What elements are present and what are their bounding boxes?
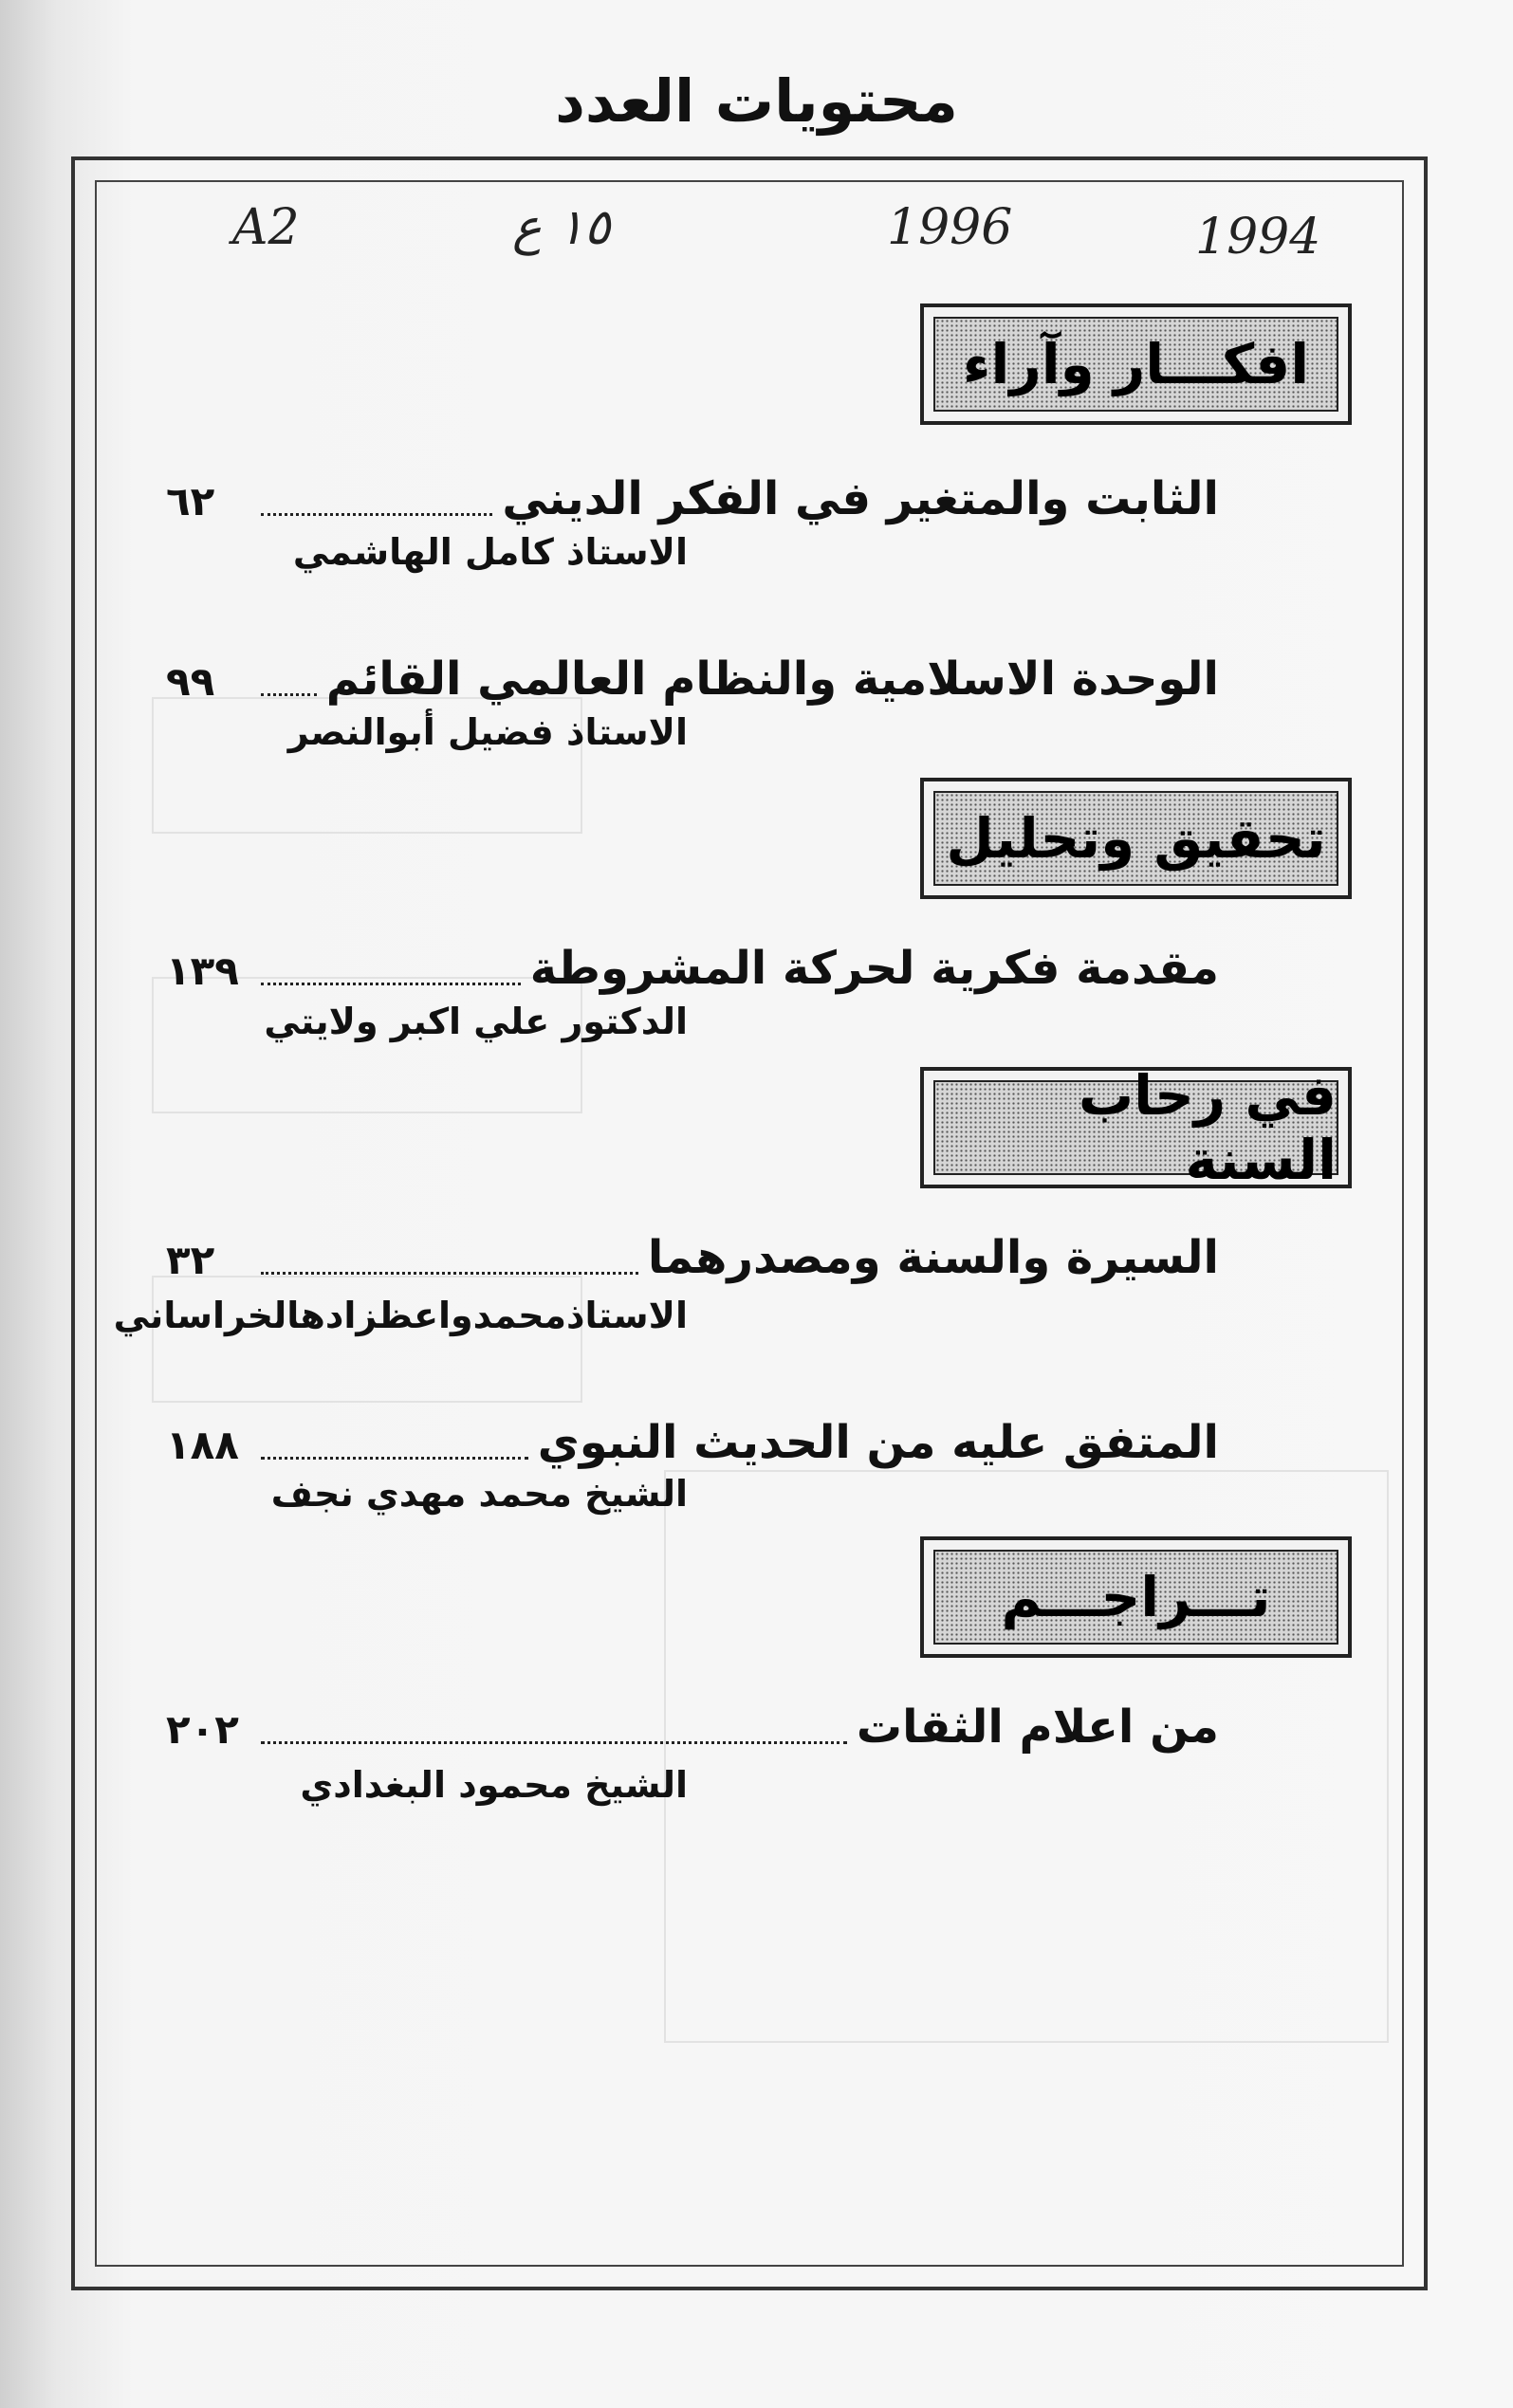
- toc-entry: [166, 455, 1219, 525]
- handwritten-note: 1994: [1195, 209, 1321, 266]
- dot-leader: [261, 1272, 638, 1275]
- entry-title: من اعلام الثقات: [856, 1700, 1219, 1754]
- toc-entry: [166, 1683, 1219, 1754]
- section-header: [920, 778, 1352, 899]
- section-title: تحقيق وتحليل: [933, 791, 1338, 886]
- entry-page-number: ٩٩: [166, 658, 215, 705]
- dot-leader: [261, 513, 492, 516]
- toc-entry: [166, 635, 1219, 706]
- section-header: [920, 1063, 1352, 1192]
- section-header: [920, 303, 1352, 425]
- toc-entry: [166, 1214, 1219, 1284]
- dot-leader: [261, 1741, 847, 1744]
- handwritten-note: A2: [232, 199, 300, 256]
- entry-author: الشيخ محمد مهدي نجف: [270, 1473, 688, 1515]
- entry-page-number: ١٣٩: [166, 947, 239, 994]
- handwritten-note: ١٥ ع: [512, 199, 611, 256]
- entry-title: السيرة والسنة ومصدرهما: [647, 1231, 1219, 1284]
- entry-author: الدكتور علي اكبر ولايتي: [264, 1001, 688, 1042]
- entry-page-number: ٣٢: [166, 1237, 215, 1283]
- entry-page-number: ٦٢: [166, 478, 215, 524]
- section-header: [920, 1536, 1352, 1658]
- entry-author: الاستاذ كامل الهاشمي: [292, 531, 688, 573]
- entry-author: الاستاذمحمدواعظزادهالخراساني: [113, 1295, 688, 1336]
- dot-leader: [261, 693, 317, 696]
- entry-page-number: ٢٠٢: [166, 1706, 239, 1753]
- section-title: في رحاب السنة: [933, 1080, 1338, 1175]
- bleed-through-box: [152, 977, 582, 1113]
- toc-entry: [166, 925, 1219, 995]
- toc-entry: [166, 1399, 1219, 1469]
- entry-title: مقدمة فكرية لحركة المشروطة: [529, 942, 1219, 995]
- entry-title: الوحدة الاسلامية والنظام العالمي القائم: [325, 653, 1219, 706]
- entry-page-number: ١٨٨: [166, 1422, 239, 1468]
- section-title: تـــراجـــم: [933, 1550, 1338, 1645]
- page-title: محتويات العدد: [555, 66, 958, 136]
- entry-author: الاستاذ فضيل أبوالنصر: [287, 711, 688, 753]
- section-title: افكـــار وآراء: [933, 317, 1338, 412]
- entry-author: الشيخ محمود البغدادي: [300, 1764, 688, 1806]
- handwritten-note: 1996: [887, 199, 1013, 256]
- entry-title: الثابت والمتغير في الفكر الديني: [502, 472, 1219, 525]
- dot-leader: [261, 1457, 528, 1460]
- dot-leader: [261, 983, 521, 985]
- entry-title: المتفق عليه من الحديث النبوي: [537, 1416, 1219, 1469]
